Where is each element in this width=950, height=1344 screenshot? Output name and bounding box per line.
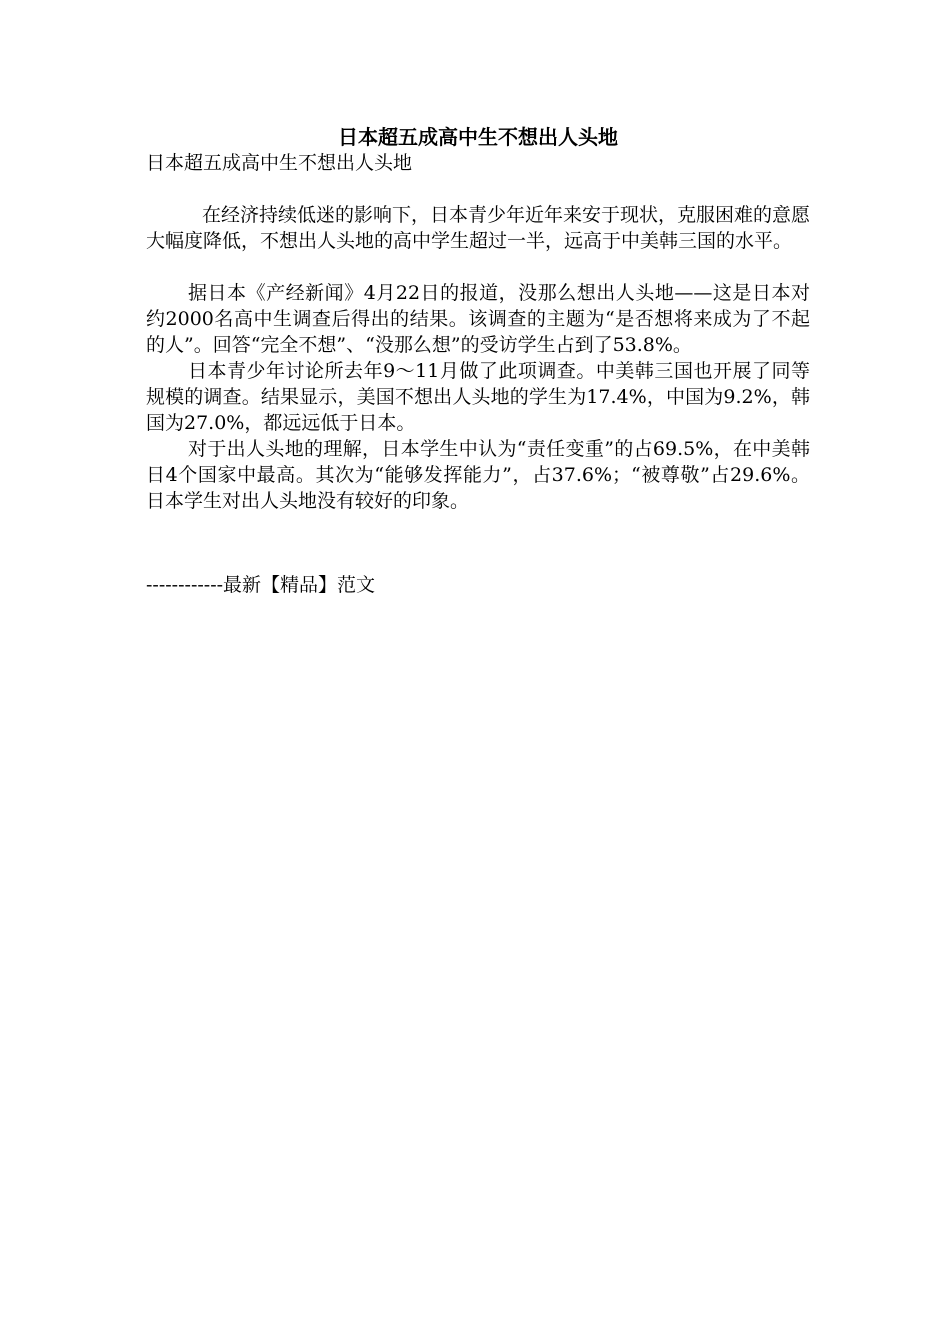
paragraph-survey: 据日本《产经新闻》4月22日的报道，没那么想出人头地——这是日本对约2000名高中生调查后得出的结果。该调查的主题为“是否想将来成为了不起的人”。回答“完全不想”、“没那么想”的受访学生占到了53.8%。 xyxy=(146,282,810,356)
paragraph-comparison: 日本青少年讨论所去年9～11月做了此项调查。中美韩三国也开展了同等规模的调查。结果显示，美国不想出人头地的学生为17.4%，中国为9.2%，韩国为27.0%，都远远低于日本。 xyxy=(146,360,810,434)
document-footer: ------------最新【精品】范文 xyxy=(146,574,376,596)
paragraph-spacer xyxy=(146,254,810,280)
paragraph-intro: 在经济持续低迷的影响下，日本青少年近年来安于现状，克服困难的意愿大幅度降低，不想出人头地的高中学生超过一半，远高于中美韩三国的水平。 xyxy=(146,204,811,252)
document-body xyxy=(146,124,810,617)
paragraph-understanding: 对于出人头地的理解，日本学生中认为“责任变重”的占69.5%，在中美韩日4个国家中最高。其次为“能够发挥能力”，占37.6%；“被尊敬”占29.6%。日本学生对出人头地没有较好的印象。 xyxy=(146,438,810,512)
document-subtitle: 日本超五成高中生不想出人头地 xyxy=(146,152,413,174)
document-title: 日本超五成高中生不想出人头地 xyxy=(338,125,618,149)
